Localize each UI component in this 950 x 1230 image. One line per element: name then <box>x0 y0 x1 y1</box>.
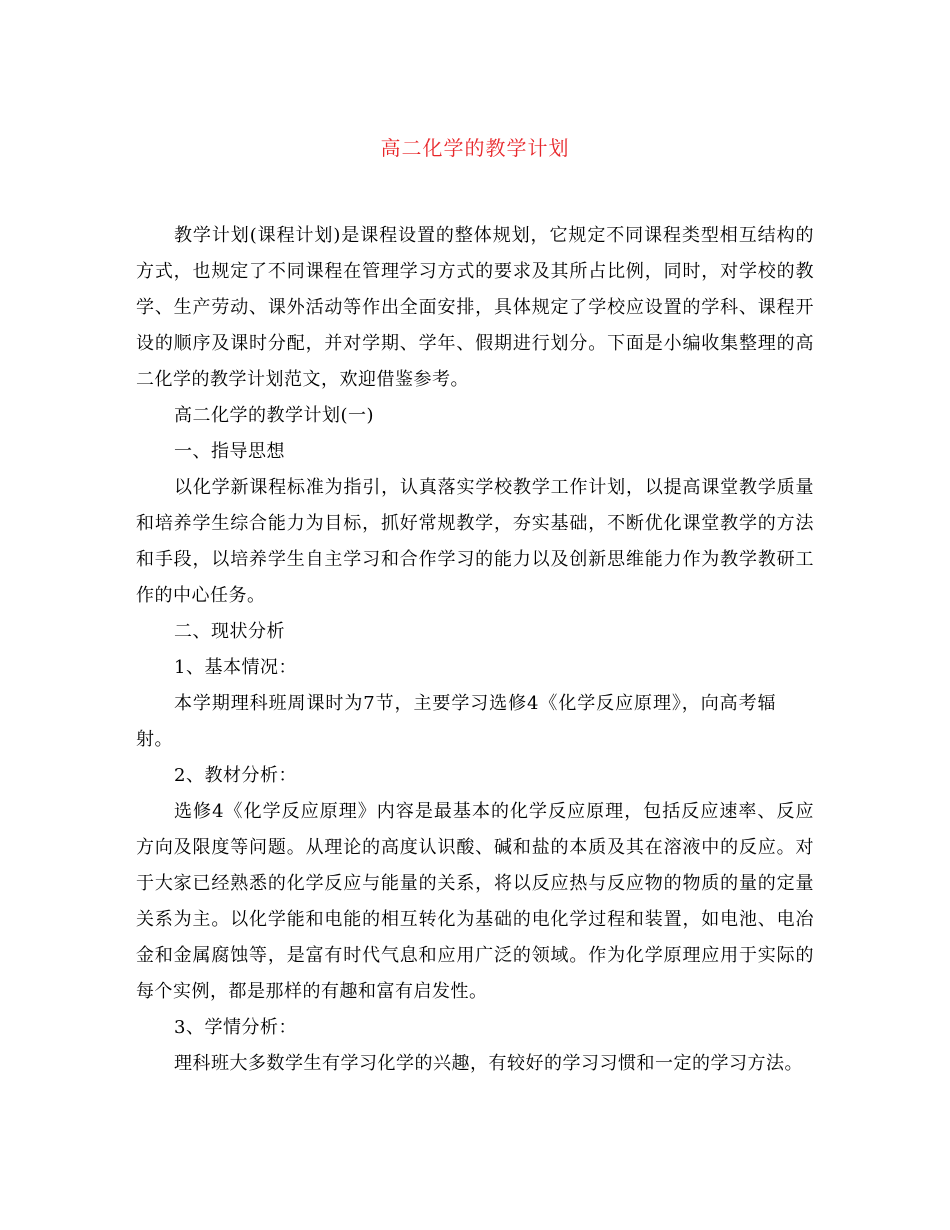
section-heading-plan-one: 高二化学的教学计划(一) <box>174 405 375 426</box>
subheading-student-analysis: 3、学情分析： <box>174 1017 297 1038</box>
guiding-ideology-paragraph: 以化学新课程标准为指引，认真落实学校教学工作计划，以提高课堂教学质量和培养学生综合能力为目标，抓好常规教学，夯实基础，不断优化课堂教学的方法和手段，以培养学生自主学习和合作学习的能力以及创新思维能力作为教学教研工作的中心任务。 <box>136 477 814 606</box>
subheading-textbook-analysis: 2、教材分析： <box>174 765 297 786</box>
section-heading-guiding-ideology: 一、指导思想 <box>174 441 285 462</box>
student-analysis-paragraph: 理科班大多数学生有学习化学的兴趣，有较好的学习习惯和一定的学习方法。 <box>174 1053 803 1074</box>
subheading-basic-situation: 1、基本情况： <box>174 657 297 678</box>
textbook-analysis-paragraph: 选修4《化学反应原理》内容是最基本的化学反应原理，包括反应速率、反应方向及限度等问题。从理论的高度认识酸、碱和盐的本质及其在溶液中的反应。对于大家已经熟悉的化学反应与能量的关系，将以反应热与反应物的物质的量的定量关系为主。以化学能和电能的相互转化为基础的电化学过程和装置，如电池、电冶金和金属腐蚀等，是富有时代气息和应用广泛的领域。作为化学原理应用于实际的每个实例，都是那样的有趣和富有启发性。 <box>136 801 814 1002</box>
document-body <box>136 218 814 1082</box>
document-title: 高二化学的教学计划 <box>380 136 570 160</box>
basic-situation-paragraph: 本学期理科班周课时为7节，主要学习选修4《化学反应原理》，向高考辐射。 <box>136 693 776 750</box>
intro-paragraph: 教学计划(课程计划)是课程设置的整体规划，它规定不同课程类型相互结构的方式，也规定了不同课程在管理学习方式的要求及其所占比例，同时，对学校的教学、生产劳动、课外活动等作出全面安排，具体规定了学校应设置的学科、课程开设的顺序及课时分配，并对学期、学年、假期进行划分。下面是小编收集整理的高二化学的教学计划范文，欢迎借鉴参考。 <box>136 225 814 390</box>
section-heading-status-analysis: 二、现状分析 <box>174 621 285 642</box>
